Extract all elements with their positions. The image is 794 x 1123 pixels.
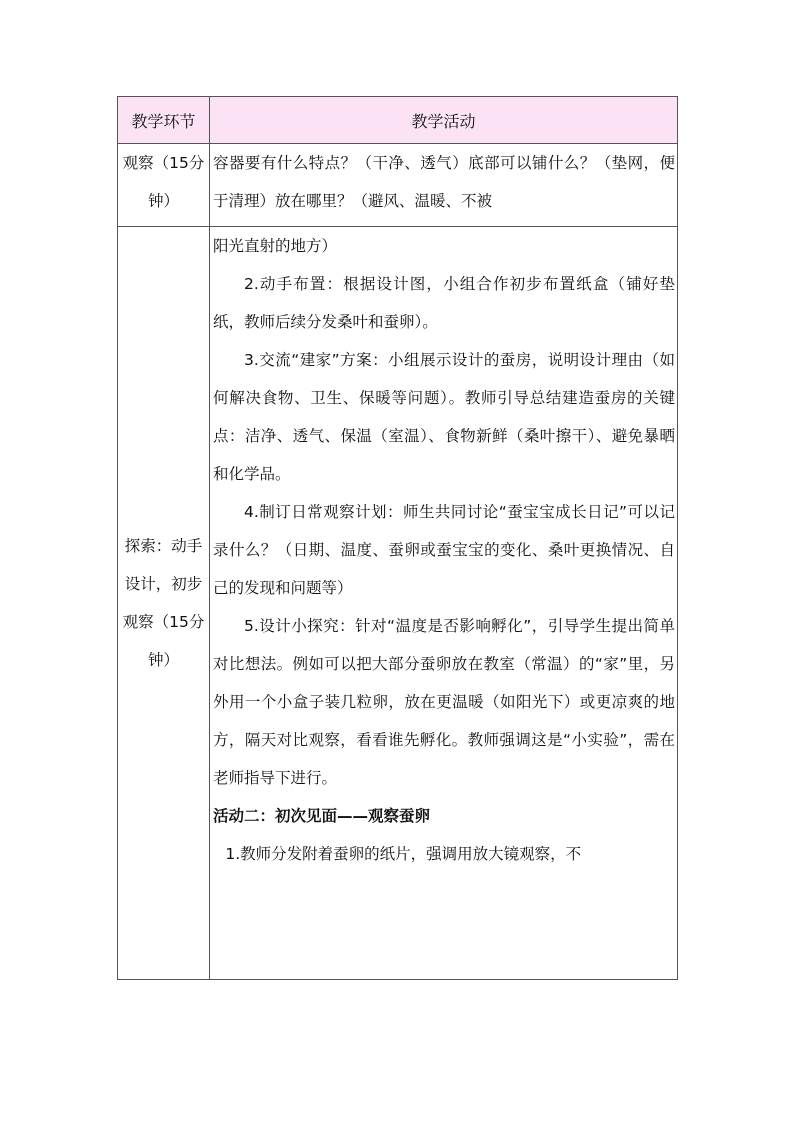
activity-text: 容器要有什么特点？（干净、透气）底部可以铺什么？（垫网，便于清理）放在哪里？（避风、温暖、不被 xyxy=(213,154,675,210)
table-row xyxy=(118,227,678,980)
stage-cell-explore: 探索：动手设计，初步观察（15分钟） xyxy=(118,227,210,980)
activity-paragraph: 4.制订日常观察计划：师生共同讨论“蚕宝宝成长日记”可以记录什么？（日期、温度、蚕卵或蚕宝宝的变化、桑叶更换情况、自己的发现和问题等） xyxy=(213,503,675,597)
lesson-plan-table xyxy=(117,96,678,980)
table-header-row xyxy=(118,97,678,144)
activity-paragraph: 阳光直射的地方） xyxy=(213,237,338,255)
activity-cell-observe xyxy=(210,144,678,227)
header-activity: 教学活动 xyxy=(210,97,678,144)
activity-paragraph: 1.教师分发附着蚕卵的纸片，强调用放大镜观察，不 xyxy=(225,845,582,863)
activity-paragraph: 3.交流“建家”方案：小组展示设计的蚕房，说明设计理由（如何解决食物、卫生、保暖等问题）。教师引导总结建造蚕房的关键点：洁净、透气、保温（室温）、食物新鲜（桑叶擦干）、避免暴晒和化学品。 xyxy=(213,351,675,483)
stage-cell-observe: 观察（15分钟） xyxy=(118,144,210,227)
table-row xyxy=(118,144,678,227)
activity-cell-explore xyxy=(210,227,678,980)
activity-subheading: 活动二：初次见面——观察蚕卵 xyxy=(213,807,431,825)
activity-paragraph: 2.动手布置：根据设计图，小组合作初步布置纸盒（铺好垫纸，教师后续分发桑叶和蚕卵）。 xyxy=(213,275,675,331)
activity-paragraph: 5.设计小探究：针对“温度是否影响孵化”，引导学生提出简单对比想法。例如可以把大部分蚕卵放在教室（常温）的“家”里，另外用一个小盒子装几粒卵，放在更温暖（如阳光下）或更凉爽的地方，隔天对比观察，看看谁先孵化。教师强调这是“小实验”，需在老师指导下进行。 xyxy=(213,617,675,787)
header-stage: 教学环节 xyxy=(118,97,210,144)
